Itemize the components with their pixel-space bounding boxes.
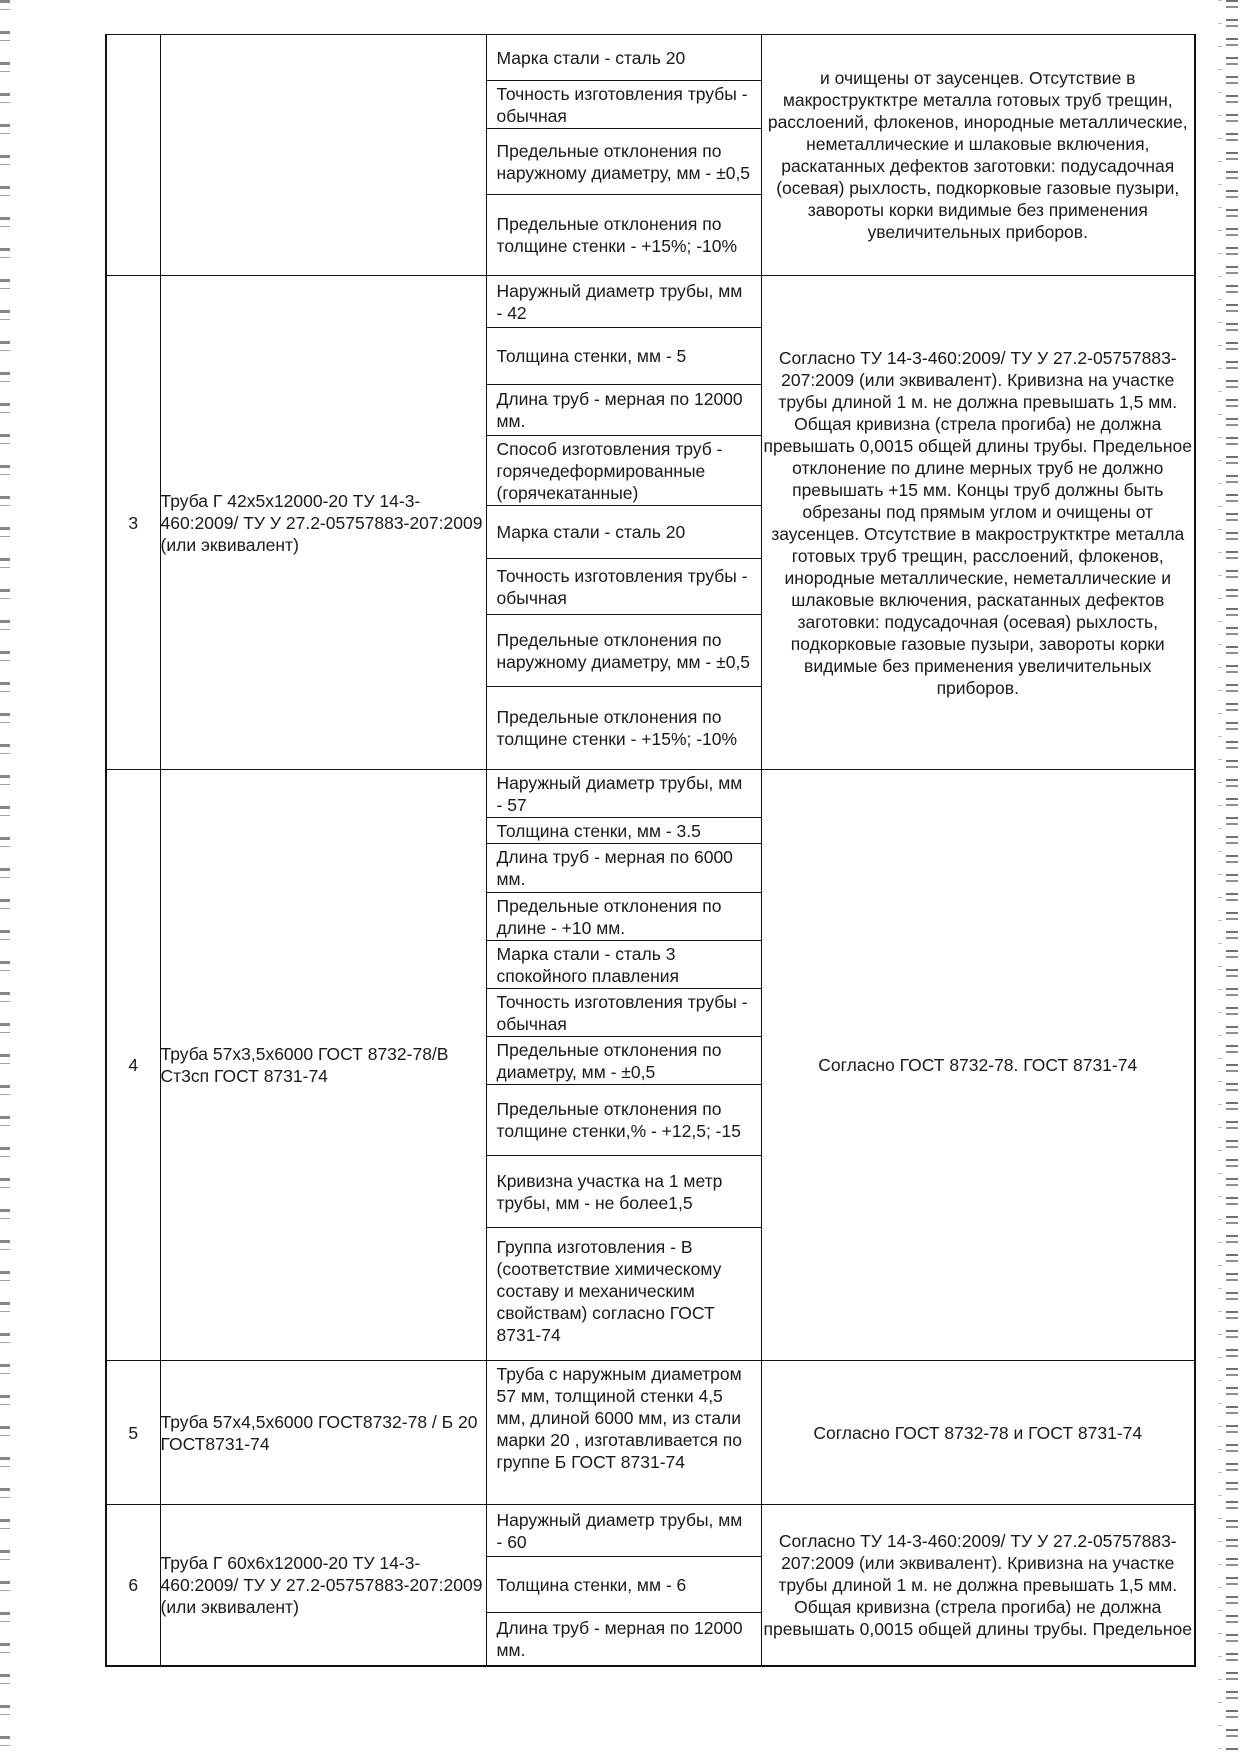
spec-item: Толщина стенки, мм - 6 [487, 1557, 761, 1613]
row-number: 5 [106, 1361, 160, 1505]
spec-item: Наружный диаметр трубы, мм - 42 [487, 276, 761, 328]
spec-item: Предельные отклонения по наружному диаметру, мм - ±0,5 [487, 129, 761, 195]
spec-list [486, 770, 761, 1361]
spec-list [486, 276, 761, 770]
spec-list [486, 35, 761, 276]
row-number: 3 [106, 276, 160, 770]
row-number: 6 [106, 1505, 160, 1667]
spec-item: Длина труб - мерная по 12000 мм. [487, 385, 761, 436]
spec-item: Предельные отклонения по толщине стенки - +15%; -10% [496, 214, 738, 256]
table-row [106, 1361, 1195, 1505]
spec-item: Точность изготовления трубы - обычная [487, 81, 761, 129]
spec-item: Длина труб - мерная по 12000 мм. [496, 1618, 743, 1660]
item-name: Труба 57х3,5х6000 ГОСТ 8732-78/В Ст3сп ГОСТ 8731-74 [160, 770, 486, 1361]
item-name: Труба 57х4,5х6000 ГОСТ8732-78 / Б 20 ГОСТ8731-74 [160, 1361, 486, 1505]
row-number: 4 [106, 770, 160, 1361]
spec-item: Труба с наружным диаметром 57 мм, толщиной стенки 4,5 мм, длиной 6000 мм, из стали марки 20 , изготавливается по группе Б ГОСТ 8731-74 [496, 1364, 743, 1472]
spec-item: Предельные отклонения по толщине стенки - +15%; -10% [496, 707, 738, 749]
item-name [160, 35, 486, 276]
spec-item: Марка стали - сталь 3 спокойного плавления [487, 941, 761, 989]
scan-edge-right [1226, 0, 1238, 1754]
table-row [106, 770, 1195, 1361]
item-name: Труба Г 60х6х12000-20 ТУ 14-3-460:2009/ ТУ У 27.2-05757883-207:2009 (или эквивалент) [160, 1505, 486, 1667]
spec-item: Предельные отклонения по толщине стенки,% - +12,5; -15 [487, 1085, 761, 1156]
spec-item: Предельные отклонения по наружному диаметру, мм - ±0,5 [487, 615, 761, 687]
spec-item: Предельные отклонения по длине - +10 мм. [487, 893, 761, 941]
spec-list [486, 1505, 761, 1667]
spec-item: Группа изготовления - В (соответствие химическому составу и механическим свойствам) согласно ГОСТ 8731-74 [496, 1237, 722, 1345]
spec-item: Точность изготовления трубы - обычная [487, 559, 761, 615]
item-name: Труба Г 42х5х12000-20 ТУ 14-3-460:2009/ ТУ У 27.2-05757883-207:2009 (или эквивалент) [160, 276, 486, 770]
spec-item: Предельные отклонения по диаметру, мм - ±0,5 [487, 1037, 761, 1085]
row-number [106, 35, 160, 276]
spec-item: Марка стали - сталь 20 [487, 35, 761, 81]
spec-list [486, 1361, 761, 1505]
specification-table [105, 34, 1196, 1667]
requirements-text: Согласно ГОСТ 8732-78 и ГОСТ 8731-74 [761, 1361, 1195, 1505]
spec-item: Точность изготовления трубы - обычная [487, 989, 761, 1037]
requirements-text: и очищены от заусенцев. Отсутствие в макроструктктре металла готовых труб трещин, расслоений, флокенов, инородные металлические, неметаллические и шлаковые включения, раскатанных дефектов заготовки: подусадочная (осевая) рыхлость, подкорковые газовые пузыри, завороты корки видимые без применения увеличительных приборов. [761, 35, 1195, 276]
spec-item: Наружный диаметр трубы, мм - 57 [487, 770, 761, 818]
table-row [106, 35, 1195, 276]
spec-item: Наружный диаметр трубы, мм - 60 [487, 1505, 761, 1557]
spec-item: Длина труб - мерная по 6000 мм. [487, 844, 761, 893]
requirements-text: Согласно ТУ 14-3-460:2009/ ТУ У 27.2-05757883-207:2009 (или эквивалент). Кривизна на участке трубы длиной 1 м. не должна превышать 1,5 мм. Общая кривизна (стрела прогиба) не должна превышать 0,0015 общей длины трубы. Предельное отклонение по длине мерных труб не должно превышать +15 мм. Концы труб должны быть обрезаны под прямым углом и очищены от заусенцев. Отсутствие в макроструктктре металла готовых труб трещин, расслоений, флокенов, инородные металлические, неметаллические и шлаковые включения, раскатанных дефектов заготовки: подусадочная (осевая) рыхлость, подкорковые газовые пузыри, завороты корки видимые без применения увеличительных приборов. [761, 276, 1195, 770]
table-row [106, 1505, 1195, 1667]
spec-item: Толщина стенки, мм - 5 [487, 328, 761, 385]
table-row [106, 276, 1195, 770]
spec-item: Кривизна участка на 1 метр трубы, мм - не более1,5 [487, 1156, 761, 1228]
requirements-text: Согласно ГОСТ 8732-78. ГОСТ 8731-74 [761, 770, 1195, 1361]
spec-item: Марка стали - сталь 20 [487, 506, 761, 559]
requirements-text: Согласно ТУ 14-3-460:2009/ ТУ У 27.2-05757883-207:2009 (или эквивалент). Кривизна на участке трубы длиной 1 м. не должна превышать 1,5 мм. Общая кривизна (стрела прогиба) не должна превышать 0,0015 общей длины трубы. Предельное [761, 1505, 1195, 1667]
spec-item: Способ изготовления труб - горячедеформированные (горячекатанные) [487, 436, 761, 506]
spec-item: Толщина стенки, мм - 3.5 [487, 818, 761, 844]
scan-edge-left [0, 0, 10, 1754]
scan-edge-right-marks [1218, 0, 1222, 1754]
